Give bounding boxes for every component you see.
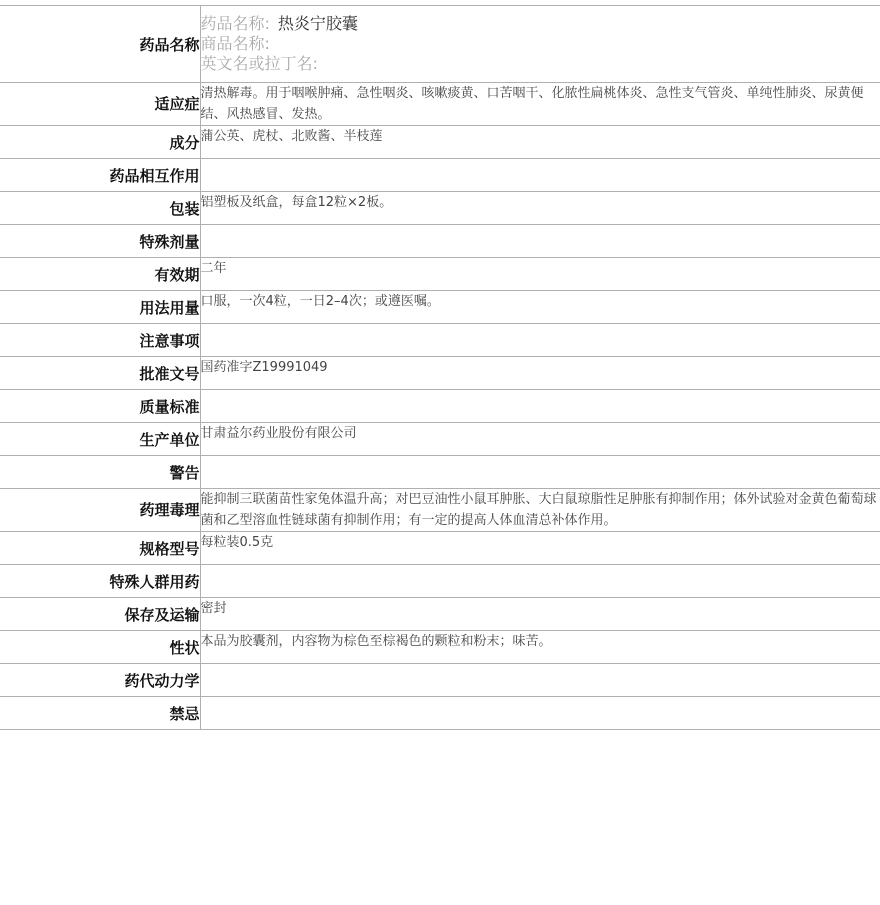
drug-name-line: [201, 14, 880, 34]
row-pharmacokinetics: [0, 664, 880, 697]
row-value: 铝塑板及纸盒，每盒12粒×2板。: [200, 192, 880, 225]
row-special-dosage: [0, 225, 880, 258]
row-label: 药理毒理: [0, 489, 200, 532]
row-value: 清热解毒。用于咽喉肿痛、急性咽炎、咳嗽痰黄、口苦咽干、化脓性扁桃体炎、急性支气管炎、单纯性肺炎、尿黄便结、风热感冒、发热。: [200, 83, 880, 126]
row-value: 二年: [200, 258, 880, 291]
row-label: 质量标准: [0, 390, 200, 423]
row-label: 警告: [0, 456, 200, 489]
row-value: [200, 159, 880, 192]
row-value: [200, 225, 880, 258]
row-indications: [0, 83, 880, 126]
row-value: 密封: [200, 598, 880, 631]
row-drug-name: [0, 6, 880, 83]
drug-name-label: 药品名称:: [201, 14, 270, 33]
row-value: [200, 456, 880, 489]
drug-name-value: 热炎宁胶囊: [278, 14, 358, 33]
row-warning: [0, 456, 880, 489]
row-specification: [0, 532, 880, 565]
row-special-population: [0, 565, 880, 598]
row-label: 特殊剂量: [0, 225, 200, 258]
row-value: 能抑制三联菌苗性家兔体温升高；对巴豆油性小鼠耳肿胀、大白鼠琼脂性足肿胀有抑制作用；体外试验对金黄色葡萄球菌和乙型溶血性链球菌有抑制作用；有一定的提高人体血清总补体作用。: [200, 489, 880, 532]
row-value: 甘肃益尔药业股份有限公司: [200, 423, 880, 456]
row-interactions: [0, 159, 880, 192]
row-precautions: [0, 324, 880, 357]
row-label: 保存及运输: [0, 598, 200, 631]
row-manufacturer: [0, 423, 880, 456]
row-packaging: [0, 192, 880, 225]
row-value: [200, 390, 880, 423]
row-value: [200, 565, 880, 598]
row-label: 用法用量: [0, 291, 200, 324]
row-label: 适应症: [0, 83, 200, 126]
row-value: 口服，一次4粒，一日2–4次；或遵医嘱。: [200, 291, 880, 324]
row-contraindications: [0, 697, 880, 730]
trade-name-line: [201, 34, 880, 54]
row-label: 药品相互作用: [0, 159, 200, 192]
row-shelf-life: [0, 258, 880, 291]
row-quality-standard: [0, 390, 880, 423]
row-dosage: [0, 291, 880, 324]
row-ingredients: [0, 126, 880, 159]
row-label: 成分: [0, 126, 200, 159]
row-label: 性状: [0, 631, 200, 664]
row-label: 禁忌: [0, 697, 200, 730]
row-description: [0, 631, 880, 664]
row-value: 国药准字Z19991049: [200, 357, 880, 390]
drug-info-table: [0, 5, 880, 730]
row-storage: [0, 598, 880, 631]
row-label: 生产单位: [0, 423, 200, 456]
row-label: 包装: [0, 192, 200, 225]
row-label: 注意事项: [0, 324, 200, 357]
row-label: 有效期: [0, 258, 200, 291]
row-value: [200, 697, 880, 730]
row-label: 特殊人群用药: [0, 565, 200, 598]
row-label: 规格型号: [0, 532, 200, 565]
row-value: 蒲公英、虎杖、北败酱、半枝莲: [200, 126, 880, 159]
row-value: 每粒装0.5克: [200, 532, 880, 565]
trade-name-label: 商品名称:: [201, 34, 270, 53]
english-name-line: [201, 54, 880, 74]
row-label: 药品名称: [0, 6, 200, 83]
english-name-label: 英文名或拉丁名:: [201, 54, 318, 73]
row-value: 本品为胶囊剂，内容物为棕色至棕褐色的颗粒和粉末；味苦。: [200, 631, 880, 664]
row-pharmacology: [0, 489, 880, 532]
row-approval-number: [0, 357, 880, 390]
row-label: 批准文号: [0, 357, 200, 390]
row-label: 药代动力学: [0, 664, 200, 697]
row-value: [200, 324, 880, 357]
drug-name-cell: [200, 6, 880, 83]
row-value: [200, 664, 880, 697]
